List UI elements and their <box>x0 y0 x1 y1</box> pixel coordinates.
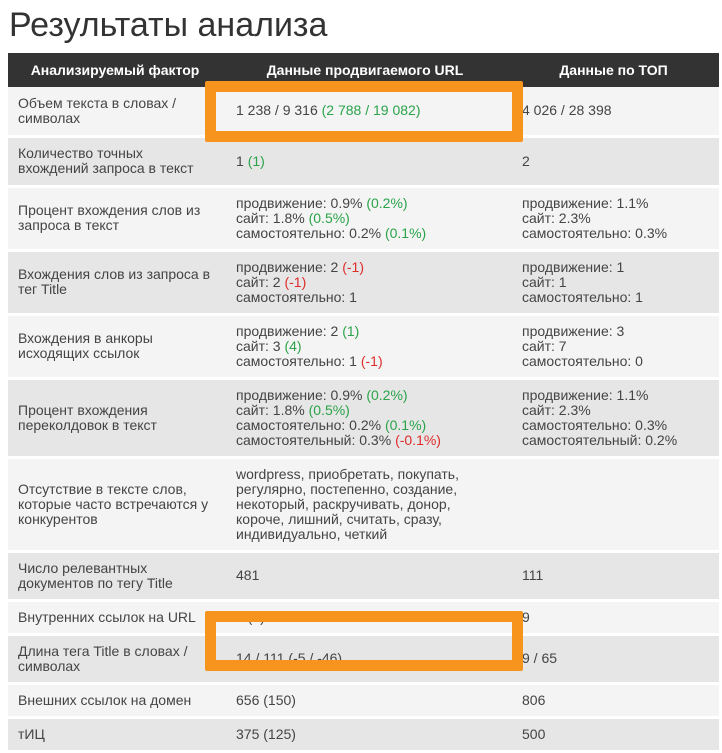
value-line: 111 <box>522 567 544 583</box>
table-row <box>8 136 719 186</box>
factor-cell: Вхождения в анкоры исходящих ссылок <box>8 314 222 378</box>
url-data-cell <box>222 551 508 600</box>
factor-cell: Объем текста в словах / символах <box>8 87 222 136</box>
top-data-cell <box>508 600 719 634</box>
value-text: самостоятельно: 0.2% <box>236 224 385 241</box>
table-row <box>8 250 719 314</box>
value-line <box>236 260 500 275</box>
positive-delta: (0.5%) <box>308 401 350 418</box>
url-data-cell <box>222 634 508 683</box>
value-text: 1 238 / 9 316 <box>236 102 322 119</box>
value-line <box>236 610 500 625</box>
url-data-cell <box>222 600 508 634</box>
value-line: самостоятельный: 0.2% <box>522 431 678 448</box>
value-text: сайт: 1.8% <box>236 401 309 418</box>
value-line: самостоятельно: 0 <box>522 352 643 369</box>
table-row <box>8 87 719 136</box>
table-row <box>8 378 719 457</box>
value-text: самостоятельный: 0.3% <box>236 431 396 448</box>
value-line: сайт: 2.3% <box>522 209 591 226</box>
value-line <box>236 403 500 418</box>
value-line <box>236 211 500 226</box>
value-line: продвижение: 1.1% <box>522 386 649 403</box>
factor-cell: Внутренних ссылок на URL <box>8 600 222 634</box>
value-line: 500 <box>522 725 546 742</box>
negative-delta: (-1) <box>284 273 307 290</box>
value-line: 806 <box>522 691 546 708</box>
negative-delta: (-1) <box>360 352 383 369</box>
table-row <box>8 717 719 751</box>
factor-cell: тИЦ <box>8 717 222 751</box>
table-row <box>8 634 719 683</box>
value-line <box>236 324 500 339</box>
url-data-cell <box>222 457 508 551</box>
value-line <box>236 693 500 708</box>
url-data-cell <box>222 250 508 314</box>
factor-cell: Число релевантных документов по тегу Title <box>8 551 222 600</box>
factor-cell: Длина тега Title в словах / символах <box>8 634 222 683</box>
value-text: самостоятельно: 0.2% <box>236 416 385 433</box>
table-row <box>8 683 719 717</box>
value-line <box>236 388 500 403</box>
positive-delta: (0.2%) <box>366 194 408 211</box>
top-data-cell <box>508 250 719 314</box>
value-text: продвижение: 0.9% <box>236 386 367 403</box>
value-text: сайт: 3 <box>236 337 285 354</box>
value-text: 375 (125) <box>236 725 296 742</box>
value-text: самостоятельно: 1 <box>236 288 357 305</box>
value-text: самостоятельно: 1 <box>236 352 361 369</box>
value-line <box>236 651 500 666</box>
url-data-cell <box>222 683 508 717</box>
positive-delta: (1) <box>342 322 360 339</box>
factor-cell: Процент вхождения переколдовок в текст <box>8 378 222 457</box>
table-row <box>8 314 719 378</box>
value-line <box>236 196 500 211</box>
top-data-cell <box>508 378 719 457</box>
negative-delta: (-1) <box>342 258 364 275</box>
value-line <box>236 275 500 290</box>
positive-delta: (0.1%) <box>384 224 427 241</box>
table-row <box>8 551 719 600</box>
value-line <box>236 433 500 448</box>
value-line: 9 <box>522 608 530 625</box>
top-data-cell <box>508 136 719 186</box>
value-text: 1 <box>236 152 248 169</box>
positive-delta: (0.2%) <box>366 386 408 403</box>
value-line: сайт: 7 <box>522 337 567 354</box>
top-data-cell <box>508 457 719 551</box>
table-row <box>8 600 719 634</box>
negative-delta: (-0.1%) <box>395 431 441 448</box>
positive-delta: (0.5%) <box>308 209 350 226</box>
value-line: сайт: 2.3% <box>522 401 591 418</box>
positive-delta: (1) <box>247 152 265 169</box>
table-row <box>8 457 719 551</box>
value-line <box>236 418 500 433</box>
table-row <box>8 186 719 250</box>
top-data-cell <box>508 683 719 717</box>
top-data-cell <box>508 634 719 683</box>
top-data-cell <box>508 87 719 136</box>
url-data-cell <box>222 314 508 378</box>
analysis-table <box>8 53 719 753</box>
value-line: самостоятельно: 1 <box>522 288 643 305</box>
url-data-cell <box>222 378 508 457</box>
value-line: продвижение: 1.1% <box>522 194 649 211</box>
value-text: продвижение: 2 <box>236 322 343 339</box>
value-line: 2 <box>522 152 530 169</box>
value-line <box>236 727 500 742</box>
url-data-cell <box>222 186 508 250</box>
value-line: продвижение: 3 <box>522 322 625 339</box>
value-line: продвижение: 1 <box>522 258 625 275</box>
url-data-cell <box>222 87 508 136</box>
page-title: Результаты анализа <box>9 6 328 44</box>
value-line <box>236 290 500 305</box>
value-text: сайт: 2 <box>236 273 285 290</box>
value-text: 481 <box>236 567 260 583</box>
value-line: самостоятельно: 0.3% <box>522 416 668 433</box>
missing-words-text: wordpress, приобретать, покупать, регулярно, постепенно, создание, некоторый, раскручивать, донор, короче, лишний, считать, сразу, индивидуально, четкий <box>236 465 459 542</box>
table-header-row <box>8 53 719 87</box>
factor-cell: Внешних ссылок на домен <box>8 683 222 717</box>
value-text: 14 / 111 (-5 / -46) <box>236 650 343 666</box>
positive-delta: (0.1%) <box>384 416 427 433</box>
value-line: 9 / 65 <box>522 650 558 666</box>
positive-delta: (4) <box>284 337 302 354</box>
value-line <box>236 354 500 369</box>
header-factor: Анализируемый фактор <box>8 53 222 87</box>
table-body <box>8 87 719 751</box>
value-line <box>236 568 500 583</box>
top-data-cell <box>508 314 719 378</box>
top-data-cell <box>508 551 719 600</box>
value-line: 4 026 / 28 398 <box>522 102 612 119</box>
factor-cell: Вхождения слов из запроса в тег Title <box>8 250 222 314</box>
value-text: 656 (150) <box>236 691 296 708</box>
value-line: самостоятельно: 0.3% <box>522 224 668 241</box>
value-text: продвижение: 0.9% <box>236 194 367 211</box>
value-line <box>236 226 500 241</box>
value-text: 0 (9) <box>236 608 265 625</box>
value-line: сайт: 1 <box>522 273 567 290</box>
value-line <box>236 154 500 169</box>
value-text: продвижение: 2 <box>236 258 343 275</box>
positive-delta: (2 788 / 19 082) <box>321 102 421 119</box>
top-data-cell <box>508 717 719 751</box>
header-url-data: Данные продвигаемого URL <box>222 53 508 87</box>
value-line <box>236 103 500 118</box>
url-data-cell <box>222 136 508 186</box>
factor-cell: Количество точных вхождений запроса в текст <box>8 136 222 186</box>
top-data-cell <box>508 186 719 250</box>
url-data-cell <box>222 717 508 751</box>
header-top-data: Данные по ТОП <box>508 53 719 87</box>
value-text: сайт: 1.8% <box>236 209 309 226</box>
value-line <box>236 339 500 354</box>
factor-cell: Процент вхождения слов из запроса в текст <box>8 186 222 250</box>
factor-cell: Отсутствие в тексте слов, которые часто встречаются у конкурентов <box>8 457 222 551</box>
